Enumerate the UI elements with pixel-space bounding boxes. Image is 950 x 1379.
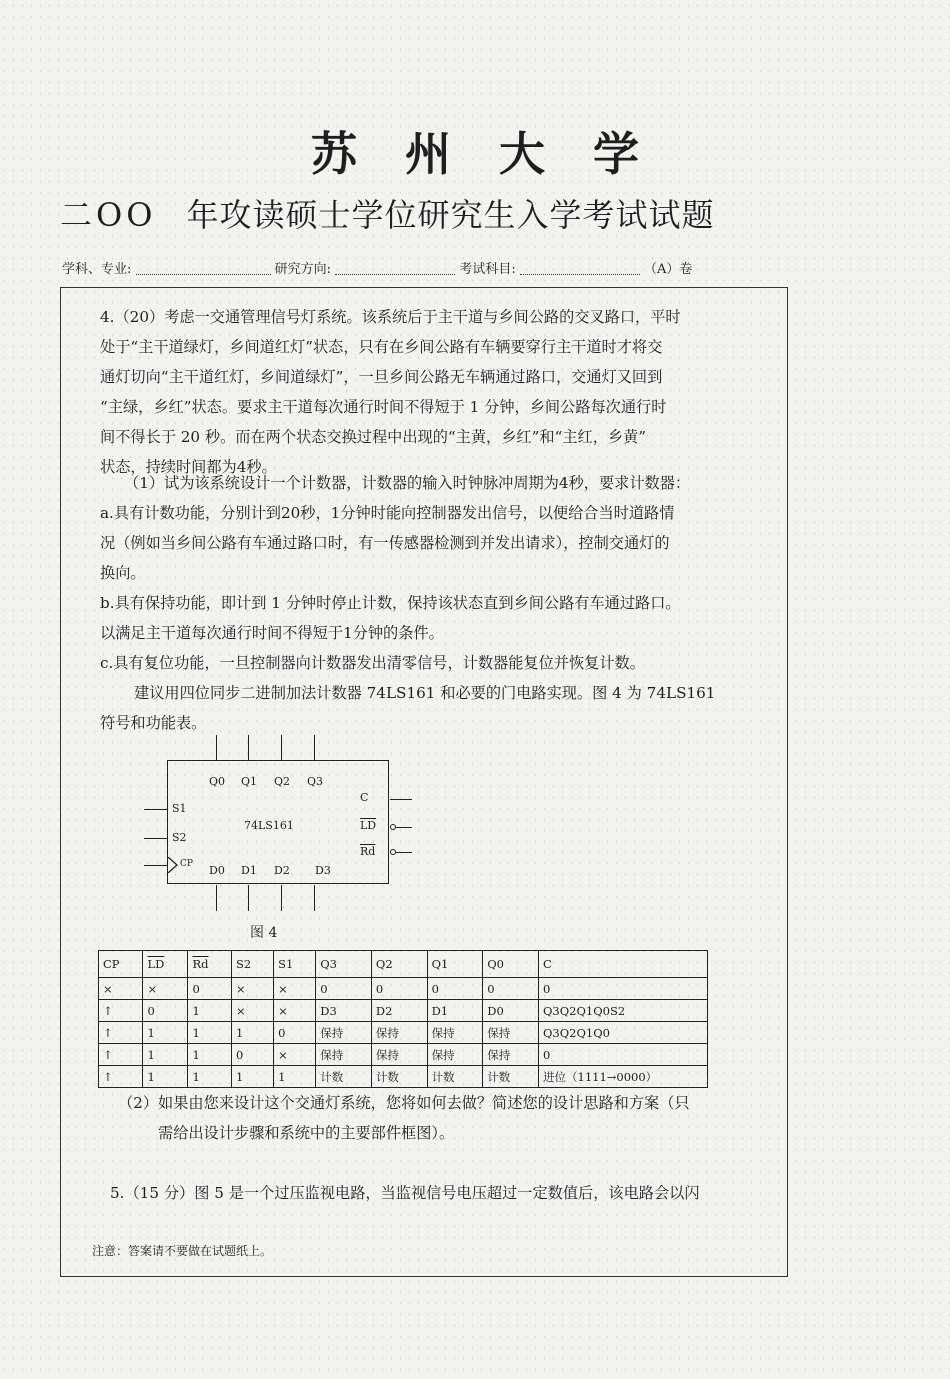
table-header: Q2	[371, 951, 427, 978]
table-cell: 保持	[316, 1022, 372, 1044]
table-cell: ×	[143, 978, 188, 1000]
table-cell: 保持	[427, 1044, 483, 1066]
pin-rd-label: $\overline{Rd}$	[360, 845, 376, 858]
table-cell: 1	[232, 1022, 274, 1044]
table-cell: ×	[232, 1000, 274, 1022]
pin-c-label: C	[360, 791, 369, 804]
table-cell: ×	[274, 1044, 316, 1066]
table-cell: Q3Q2Q1Q0S2	[539, 1000, 708, 1022]
pin-q1-label: Q1	[241, 775, 258, 788]
table-cell: ↑	[99, 1044, 143, 1066]
table-cell: 保持	[371, 1022, 427, 1044]
table-cell: 计数	[316, 1066, 372, 1088]
exam-info-line	[62, 258, 774, 277]
table-cell: ×	[232, 978, 274, 1000]
table-cell: D2	[371, 1000, 427, 1022]
table-row	[99, 978, 708, 1000]
table-cell: 1	[188, 1066, 232, 1088]
paper-label: （A）卷	[644, 262, 693, 277]
exam-title-text: 年攻读硕士学位研究生入学考试试题	[186, 196, 715, 234]
part1-line-9: 符号和功能表。	[100, 714, 207, 732]
university-title: 苏州大学	[311, 127, 687, 181]
part1-line-3: 况（例如当乡间公路有车通过路口时，有一传感器检测到并发出请求），控制交通灯的	[100, 534, 670, 552]
question-4-part-1	[100, 468, 715, 738]
table-cell: 1	[274, 1066, 316, 1088]
q4-line-2: 处于“主干道绿灯，乡间道红灯”状态，只有在乡间公路有车辆要穿行主干道时才将交	[100, 338, 663, 356]
table-cell: 保持	[371, 1044, 427, 1066]
q4-line-5: 间不得长于 20 秒。而在两个状态交换过程中出现的“主黄，乡红”和“主红，乡黄”	[100, 428, 647, 446]
table-cell: ×	[99, 978, 143, 1000]
pin-q3-label: Q3	[307, 775, 324, 788]
q4-line-6: 状态，持续时间都为4秒。	[100, 458, 277, 476]
part1-line-6: 以满足主干道每次通行时间不得短于1分钟的条件。	[100, 624, 444, 642]
pin-d1-label: D1	[241, 864, 257, 877]
table-cell: D0	[483, 1000, 539, 1022]
pin-cp-label: CP	[180, 859, 193, 869]
table-cell: ×	[274, 978, 316, 1000]
table-cell: 进位（1111→0000）	[539, 1066, 708, 1088]
exam-year: 二OO	[60, 196, 157, 234]
table-header: S1	[274, 951, 316, 978]
table-cell: 0	[143, 1000, 188, 1022]
table-header-row	[99, 951, 708, 978]
part1-line-4: 换向。	[100, 564, 146, 582]
part1-line-1: （1）试为该系统设计一个计数器，计数器的输入时钟脉冲周期为4秒，要求计数器：	[124, 474, 691, 492]
part2-line-2: 需给出设计步骤和系统中的主要部件框图）。	[158, 1124, 455, 1142]
table-cell: 保持	[483, 1044, 539, 1066]
pin-d2-label: D2	[274, 864, 290, 877]
research-direction-label: 研究方向:	[274, 262, 332, 277]
table-cell: 计数	[483, 1066, 539, 1088]
table-cell: ↑	[99, 1066, 143, 1088]
table-cell: 0	[539, 978, 708, 1000]
question-4-part-2	[118, 1088, 690, 1148]
table-row	[99, 1066, 708, 1088]
question-5: 5.（15 分）图 5 是一个过压监视电路，当监视信号电压超过一定数值后，该电路会以闪	[110, 1184, 700, 1202]
pin-s1-label: S1	[172, 802, 187, 815]
part1-line-8: 建议用四位同步二进制加法计数器 74LS161 和必要的门电路实现。图 4 为 74LS161	[134, 684, 716, 702]
exam-title	[60, 190, 715, 236]
table-cell: 1	[188, 1000, 232, 1022]
table-cell: 0	[188, 978, 232, 1000]
part1-line-2: a.具有计数功能，分别计到20秒，1分钟时能向控制器发出信号，以便给合当时道路情	[100, 504, 675, 522]
table-cell: 0	[427, 978, 483, 1000]
table-cell: 0	[483, 978, 539, 1000]
part1-line-5: b.具有保持功能，即计到 1 分钟时停止计数，保持该状态直到乡间公路有车通过路口。	[100, 594, 681, 612]
q4-line-3: 通灯切向“主干道红灯，乡间道绿灯”，一旦乡间公路无车辆通过路口，交通灯又回到	[100, 368, 663, 386]
table-header: $\overline{LD}$	[143, 951, 188, 978]
field-major-label: 学科、专业:	[62, 262, 132, 277]
pin-d3-label: D3	[315, 864, 331, 877]
table-cell: 1	[188, 1044, 232, 1066]
pin-ld-label: $\overline{LD}$	[360, 819, 377, 832]
function-table	[98, 950, 708, 1088]
table-cell: 1	[143, 1022, 188, 1044]
pin-s2-label: S2	[172, 831, 187, 844]
figure-4-caption: 图 4	[250, 925, 278, 941]
table-cell: 1	[188, 1022, 232, 1044]
table-cell: ×	[274, 1000, 316, 1022]
table-row	[99, 1044, 708, 1066]
table-row	[99, 1022, 708, 1044]
part2-line-1: （2）如果由您来设计这个交通灯系统，您将如何去做？简述您的设计思路和方案（只	[118, 1094, 690, 1112]
table-cell: 0	[371, 978, 427, 1000]
pin-q2-label: Q2	[274, 775, 291, 788]
table-cell: D3	[316, 1000, 372, 1022]
table-header: C	[539, 951, 708, 978]
table-cell: 0	[274, 1022, 316, 1044]
table-header: S2	[232, 951, 274, 978]
table-cell: 保持	[427, 1022, 483, 1044]
table-cell: 0	[539, 1044, 708, 1066]
table-cell: 0	[316, 978, 372, 1000]
table-cell: Q3Q2Q1Q0	[539, 1022, 708, 1044]
table-header: Q3	[316, 951, 372, 978]
chip-74ls161	[167, 760, 389, 884]
q4-line-1: 4.（20）考虑一交通管理信号灯系统。该系统后于主干道与乡间公路的交叉路口，平时	[100, 308, 681, 326]
table-header: $\overline{Rd}$	[188, 951, 232, 978]
table-header: CP	[99, 951, 143, 978]
table-cell: 计数	[371, 1066, 427, 1088]
clock-triangle-icon	[168, 857, 178, 873]
table-cell: D1	[427, 1000, 483, 1022]
table-cell: 0	[232, 1044, 274, 1066]
subject-label: 考试科目:	[459, 262, 516, 277]
table-cell: 1	[143, 1066, 188, 1088]
part1-line-7: c.具有复位功能，一旦控制器向计数器发出清零信号，计数器能复位并恢复计数。	[100, 654, 645, 672]
table-cell: 1	[143, 1044, 188, 1066]
pin-d0-label: D0	[209, 864, 225, 877]
table-header: Q1	[427, 951, 483, 978]
chip-name-label: 74LS161	[244, 819, 294, 832]
pin-q0-label: Q0	[209, 775, 226, 788]
table-cell: ↑	[99, 1000, 143, 1022]
footer-note: 注意：答案请不要做在试题纸上。	[92, 1244, 273, 1258]
table-header: Q0	[483, 951, 539, 978]
table-cell: ↑	[99, 1022, 143, 1044]
table-cell: 1	[232, 1066, 274, 1088]
table-cell: 保持	[483, 1022, 539, 1044]
table-row	[99, 1000, 708, 1022]
q4-line-4: “主绿，乡红”状态。要求主干道每次通行时间不得短于 1 分钟，乡间公路每次通行时	[100, 398, 667, 416]
question-4	[100, 302, 681, 482]
table-cell: 计数	[427, 1066, 483, 1088]
table-cell: 保持	[316, 1044, 372, 1066]
